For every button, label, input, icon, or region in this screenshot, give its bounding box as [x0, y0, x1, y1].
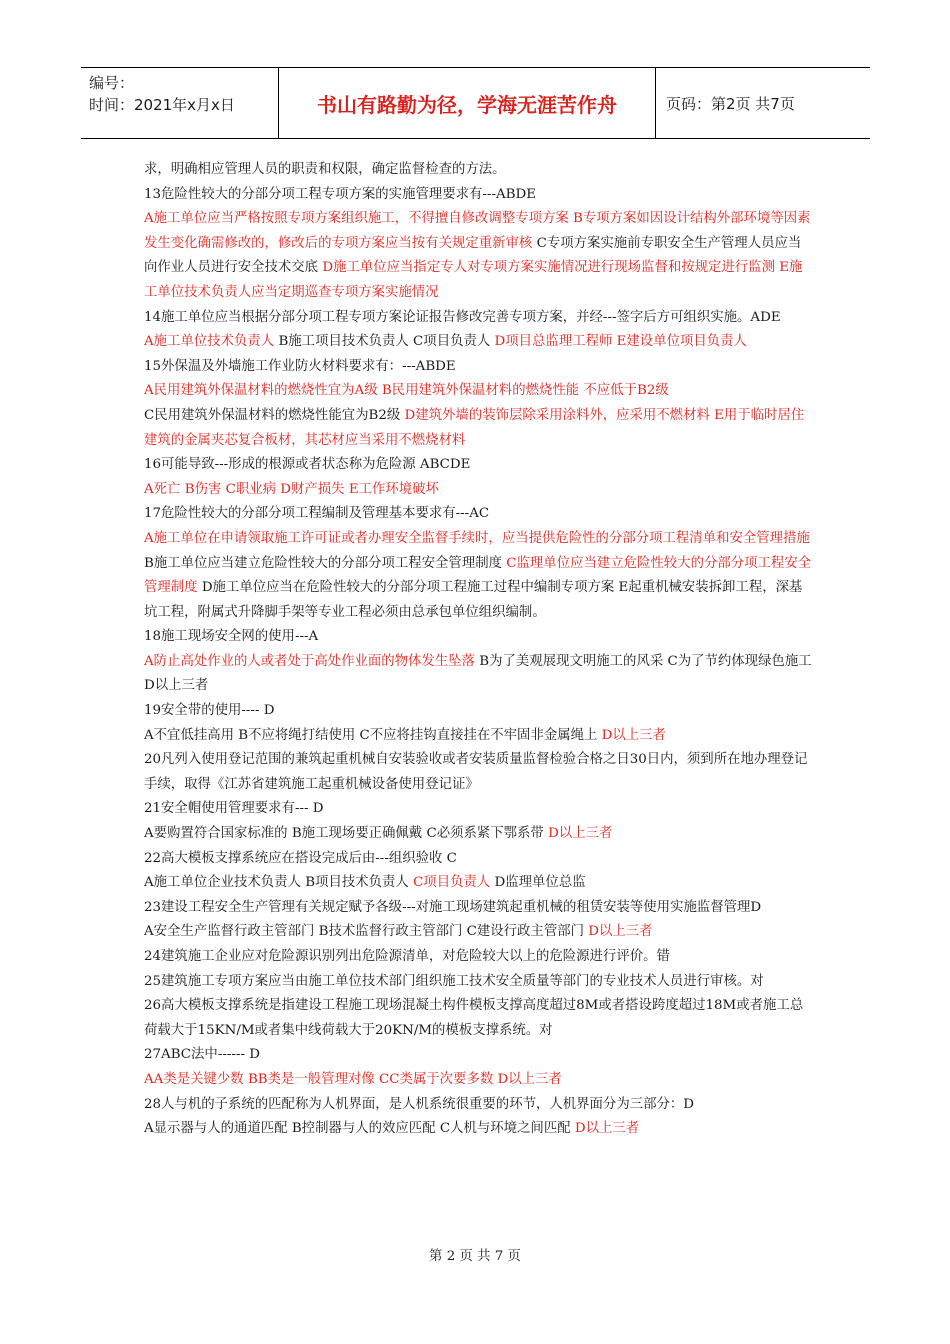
paragraph-text: A要购置符合国家标准的 B施工现场要正确佩戴 C必须系紧下鄂系带: [144, 826, 549, 842]
paragraph: [144, 625, 812, 650]
paragraph-text: 22高大模板支撑系统应在搭设完成后由---组织验收 C: [144, 850, 457, 866]
paragraph-text: 17危险性较大的分部分项工程编制及管理基本要求有---AC: [144, 506, 490, 522]
header-time: 时间：2021年x月x日: [89, 96, 235, 114]
answer-text: A施工单位技术负责人: [144, 334, 275, 350]
paragraph-text: C专项方案实施前专职安全生产管理人员应当向作业人员进行安全技术交底: [144, 235, 802, 276]
answer-text: A民用建筑外保温材料的燃烧性宜为A级 B民用建筑外保温材料的燃烧性能 不应低于B2级: [144, 383, 669, 399]
paragraph: [144, 896, 812, 921]
paragraph: [144, 183, 812, 208]
paragraph-text: 16可能导致---形成的根源或者状态称为危险源 ABCDE: [144, 457, 471, 473]
paragraph-text: A显示器与人的通道匹配 B控制器与人的效应匹配 C人机与环境之间匹配: [144, 1121, 575, 1137]
header-page-number: 页码：第2页 共7页: [666, 94, 795, 113]
paragraph-text: 15外保温及外墙施工作业防火材料要求有：---ABDE: [144, 358, 456, 374]
page-footer: 第 2 页 共 7 页: [429, 1249, 521, 1264]
answer-text: D以上三者: [548, 826, 613, 842]
paragraph-text: B施工项目技术负责人 C项目负责人: [274, 334, 495, 350]
paragraph: [144, 994, 812, 1043]
paragraph: [144, 453, 812, 478]
paragraph: [144, 1093, 812, 1118]
paragraph: [144, 1068, 812, 1093]
paragraph-text: A不宜低挂高用 B不应将绳打结使用 C不应将挂钩直接挂在不牢固非金属绳上: [144, 727, 602, 743]
paragraph-text: 14施工单位应当根据分部分项工程专项方案论证报告修改完善专项方案，并经---签字后方可组织实施。ADE: [144, 309, 781, 325]
answer-text: D以上三者: [588, 924, 653, 940]
paragraph: [144, 355, 812, 380]
paragraph-text: A安全生产监督行政主管部门 B技术监督行政主管部门 C建设行政主管部门: [144, 924, 589, 940]
paragraph-text: D施工单位应当在危险性较大的分部分项工程施工过程中编制专项方案 E起重机械安装拆卸工程，深基坑工程，附属式升降脚手架等专业工程必须由总承包单位组织编制。: [144, 580, 803, 620]
paragraph: [144, 699, 812, 724]
paragraph: [144, 306, 812, 331]
paragraph-text: 19安全带的使用---- D: [144, 703, 275, 719]
paragraph-text: 20凡列入使用登记范围的兼筑起重机械自安装验收或者安装质量监督检验合格之日30日内，须到所在地办理登记手续，取得《江苏省建筑施工起重机械设备使用登记证》: [144, 752, 808, 792]
paragraph: [144, 920, 812, 945]
paragraph: [144, 1043, 812, 1068]
answer-text: A防止高处作业的人或者处于高处作业面的物体发生坠落: [144, 653, 476, 669]
answer-text: A死亡 B伤害 C职业病 D财产损失 E工作环境破坏: [144, 481, 439, 497]
header-number: 编号：: [89, 74, 135, 92]
paragraph: [144, 330, 812, 355]
paragraph-text: 23建设工程安全生产管理有关规定赋予各级---对施工现场建筑起重机械的租赁安装等使用实施监督管理D: [144, 899, 762, 915]
document-body: [144, 158, 812, 1142]
paragraph-text: C民用建筑外保温材料的燃烧性能宜为B2级: [144, 407, 405, 423]
paragraph-text: 18施工现场安全网的使用---A: [144, 629, 319, 645]
paragraph-text: 21安全帽使用管理要求有--- D: [144, 801, 324, 817]
paragraph-text: B施工单位应当建立危险性较大的分部分项工程安全管理制度: [144, 555, 507, 571]
paragraph: [144, 847, 812, 872]
paragraph: [144, 871, 812, 896]
paragraph: [144, 478, 812, 503]
paragraph-text: A施工单位企业技术负责人 B项目技术负责人: [144, 875, 414, 891]
paragraph: [144, 970, 812, 995]
paragraph-text: 13危险性较大的分部分项工程专项方案的实施管理要求有---ABDE: [144, 186, 537, 202]
answer-text: D施工单位应当指定专人对专项方案实施情况进行现场监督和按规定进行监测 E施工单位技术负责人应当定期巡查专项方案实施情况: [144, 260, 803, 300]
paragraph: [144, 502, 812, 527]
paragraph: [144, 797, 812, 822]
paragraph-text: 24建筑施工企业应对危险源识别列出危险源清单，对危险较大以上的危险源进行评价。错: [144, 949, 670, 964]
paragraph-text: 27ABC法中------ D: [144, 1047, 260, 1063]
paragraph-text: D监理单位总监: [490, 875, 586, 891]
answer-text: D项目总监理工程师 E建设单位项目负责人: [494, 334, 747, 350]
paragraph-text: B为了美观展现文明施工的风采 C为了节约体现绿色施工 D以上三者: [144, 653, 812, 694]
page-header: [81, 67, 870, 139]
paragraph: [144, 207, 812, 305]
answer-text: A施工单位应当严格按照专项方案组织施工，不得擅自修改调整专项方案 B专项方案如因设计结构外部环境等因素发生变化确需修改的，修改后的专项方案应当按有关规定重新审核: [144, 211, 811, 251]
paragraph: [144, 650, 812, 699]
paragraph: [144, 822, 812, 847]
paragraph: [144, 158, 812, 183]
header-motto: 书山有路勤为径，学海无涯苦作舟: [279, 68, 656, 138]
paragraph-text: 25建筑施工专项方案应当由施工单位技术部门组织施工技术安全质量等部门的专业技术人员进行审核。对: [144, 973, 764, 989]
paragraph-text: 求，明确相应管理人员的职责和权限，确定监督检查的方法。: [144, 162, 506, 177]
paragraph-text: 28人与机的子系统的匹配称为人机界面，是人机系统很重要的环节，人机界面分为三部分：D: [144, 1096, 695, 1112]
answer-text: D以上三者: [574, 1121, 640, 1137]
paragraph: [144, 748, 812, 797]
answer-text: D建筑外墙的装饰层除采用涂料外，应采用不燃材料 E用于临时居住建筑的金属夹芯复合板材，其芯材应当采用不燃烧材料: [144, 407, 805, 448]
answer-text: C项目负责人: [413, 875, 491, 891]
answer-text: C监理单位应当建立危险性较大的分部分项工程安全管理制度: [144, 555, 812, 596]
paragraph: [144, 945, 812, 970]
answer-text: D以上三者: [601, 727, 666, 743]
paragraph: [144, 379, 812, 404]
answer-text: AA类是关键少数 BB类是一般管理对像 CC类属于次要多数 D以上三者: [144, 1071, 562, 1087]
paragraph: [144, 1117, 812, 1142]
paragraph: [144, 527, 812, 625]
paragraph: [144, 724, 812, 749]
header-meta: [81, 68, 279, 138]
answer-text: A施工单位在申请领取施工许可证或者办理安全监督手续时，应当提供危险性的分部分项工程清单和安全管理措施: [144, 530, 810, 546]
paragraph: [144, 404, 812, 453]
paragraph-text: 26高大模板支撑系统是指建设工程施工现场混凝土构件模板支撑高度超过8M或者搭设跨度超过18M或者施工总荷载大于15KN/M或者集中线荷载大于20KN/M的模板支撑系统。对: [144, 998, 804, 1038]
